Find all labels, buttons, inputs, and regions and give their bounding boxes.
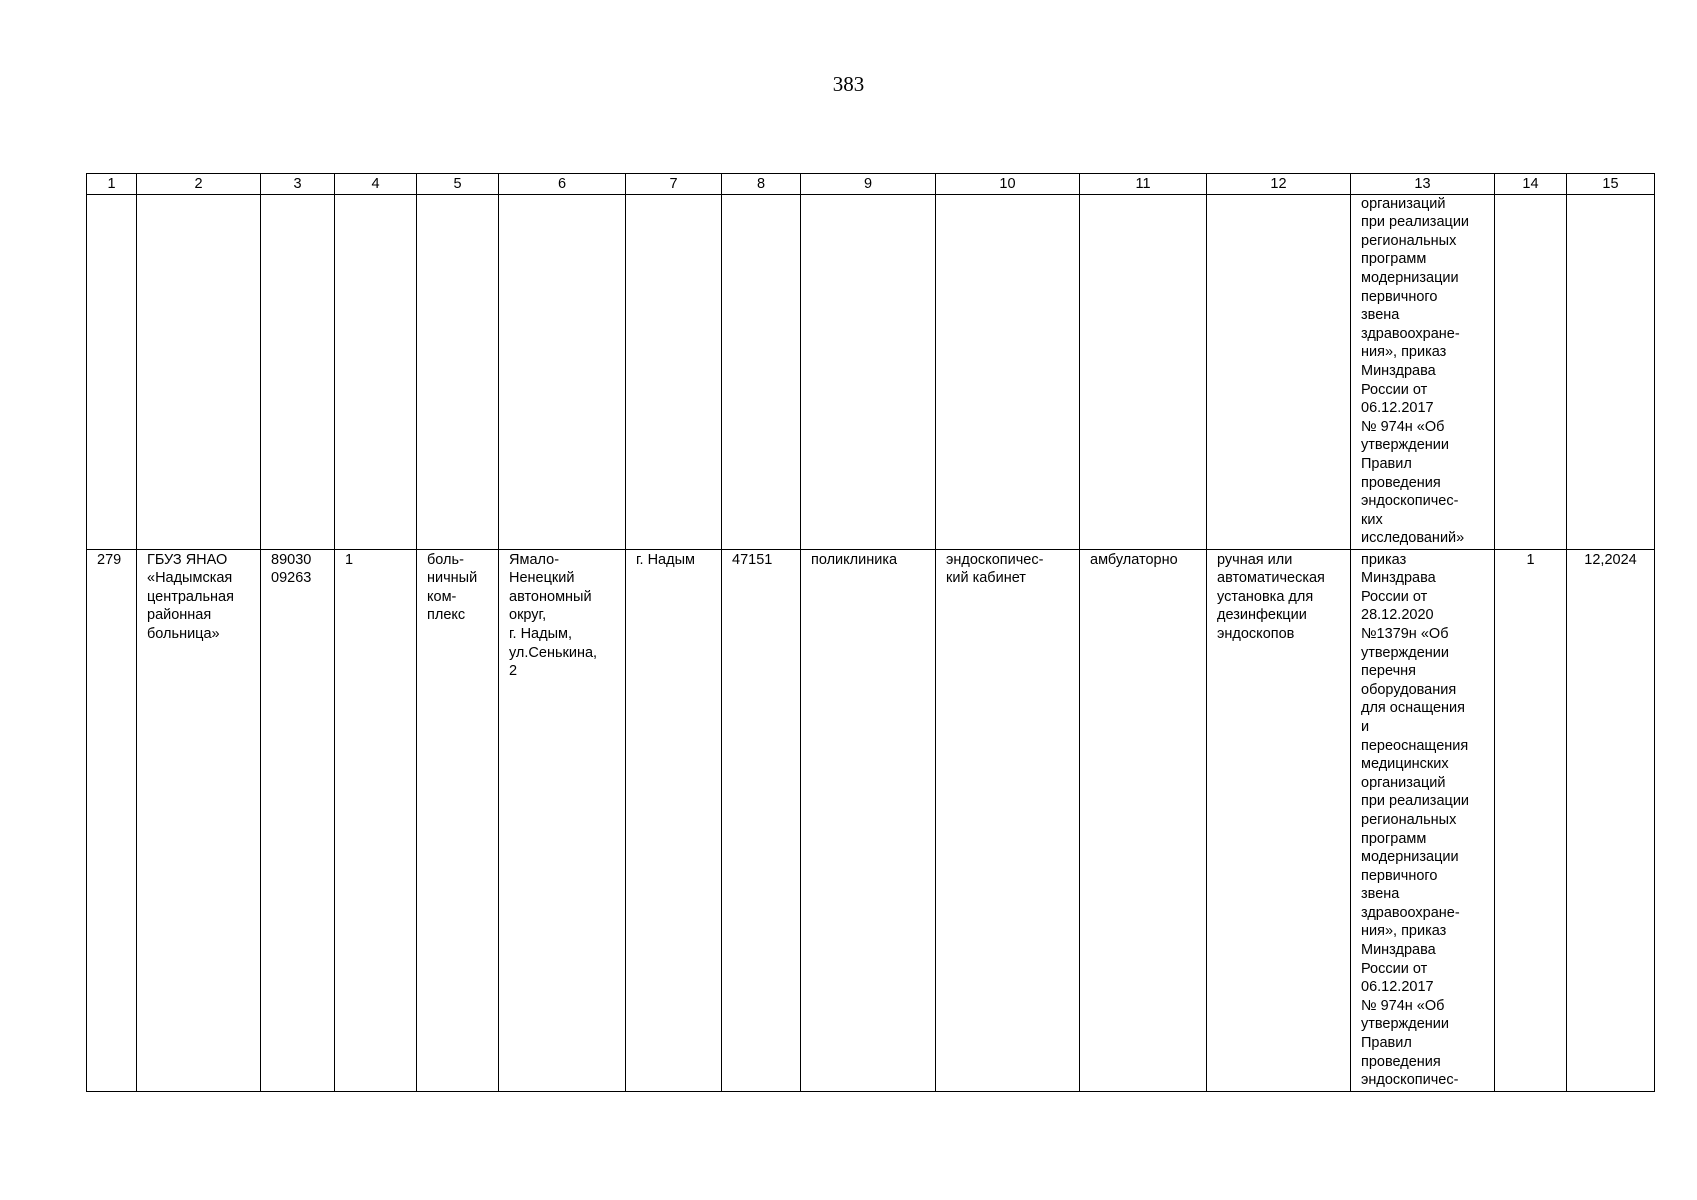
- inn-text: 89030 09263: [271, 551, 312, 587]
- cell-empty: [335, 194, 417, 549]
- cell-care-type: амбулаторно: [1080, 549, 1207, 1091]
- header-row: [87, 174, 1655, 195]
- cell-building-type: [417, 549, 499, 1091]
- header-cell-4: 4: [335, 174, 417, 195]
- header-cell-2: 2: [137, 174, 261, 195]
- cell-empty: [261, 194, 335, 549]
- cell-unit: поликлиника: [801, 549, 936, 1091]
- building-type-text: боль- ничный ком- плекс: [427, 551, 478, 624]
- header-cell-12: 12: [1207, 174, 1351, 195]
- cell-row-number: 279: [87, 549, 137, 1091]
- cell-empty: [417, 194, 499, 549]
- cell-empty: [87, 194, 137, 549]
- cell-equipment: [1207, 549, 1351, 1091]
- cell-organization: [137, 549, 261, 1091]
- cell-address: [499, 549, 626, 1091]
- cell-empty: [1207, 194, 1351, 549]
- regulation-continued-text: организаций при реализации региональных программ модернизации первичного звена здравоохране- ния», приказ Минздрава России от 06.12.2017 № 974н «Об утверждении Правил проведения эндоскопичес- ких исследований»: [1361, 195, 1470, 547]
- cell-inn: [261, 549, 335, 1091]
- header-cell-7: 7: [626, 174, 722, 195]
- header-cell-6: 6: [499, 174, 626, 195]
- cell-regulation: [1351, 549, 1495, 1091]
- address-text: Ямало- Ненецкий автономный округ, г. Надым, ул.Сенькина, 2: [509, 551, 598, 680]
- header-cell-9: 9: [801, 174, 936, 195]
- cell-empty: [936, 194, 1080, 549]
- cell-empty: [1495, 194, 1567, 549]
- header-cell-5: 5: [417, 174, 499, 195]
- cell-city: г. Надым: [626, 549, 722, 1091]
- header-cell-13: 13: [1351, 174, 1495, 195]
- cell-empty: [1567, 194, 1655, 549]
- header-cell-14: 14: [1495, 174, 1567, 195]
- cell-empty: [626, 194, 722, 549]
- cell-empty: [137, 194, 261, 549]
- table-row-279: [87, 549, 1655, 1091]
- registry-table: [86, 173, 1655, 1092]
- cell-empty: [801, 194, 936, 549]
- cell-quantity: 1: [1495, 549, 1567, 1091]
- cell-regulation-continued: [1351, 194, 1495, 549]
- cell-empty: [722, 194, 801, 549]
- regulation-text: приказ Минздрава России от 28.12.2020 №1379н «Об утверждении перечня оборудования для оснащения и переоснащения медицинских организаций при реализации региональных программ модернизации первичного звена здравоохране- ния», приказ Минздрава России от 06.12.2017 № 974н «Об утверждении Правил проведения эндоскопичес-: [1361, 551, 1470, 1089]
- cell-empty: [1080, 194, 1207, 549]
- organization-text: ГБУЗ ЯНАО «Надымская центральная районная больница»: [147, 551, 234, 642]
- page-number: 383: [832, 72, 865, 96]
- header-cell-15: 15: [1567, 174, 1655, 195]
- cell-code: 47151: [722, 549, 801, 1091]
- header-cell-10: 10: [936, 174, 1080, 195]
- header-cell-1: 1: [87, 174, 137, 195]
- header-cell-11: 11: [1080, 174, 1207, 195]
- cell-room: [936, 549, 1080, 1091]
- equipment-text: ручная или автоматическая установка для дезинфекции эндоскопов: [1217, 551, 1325, 642]
- header-cell-3: 3: [261, 174, 335, 195]
- room-text: эндоскопичес- кий кабинет: [946, 551, 1044, 587]
- cell-col4: 1: [335, 549, 417, 1091]
- cell-empty: [499, 194, 626, 549]
- header-cell-8: 8: [722, 174, 801, 195]
- cell-date: 12,2024: [1567, 549, 1655, 1091]
- table-row-continuation: [87, 194, 1655, 549]
